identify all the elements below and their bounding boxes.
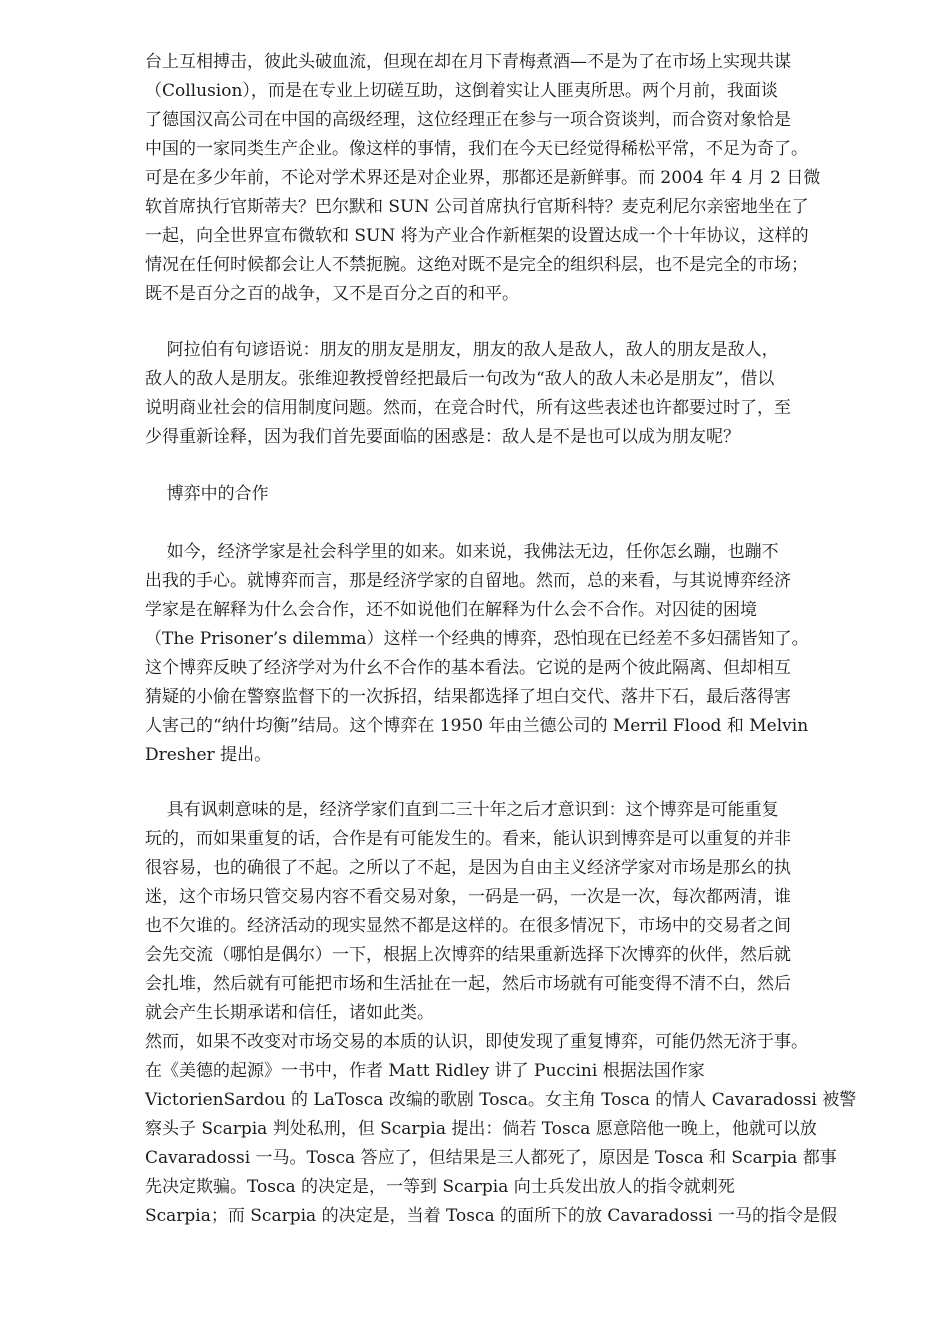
section-heading: 博弈中的合作 — [145, 484, 269, 504]
paragraph-arabic-proverb: 阿拉伯有句谚语说：朋友的朋友是朋友，朋友的敌人是敌人，敌人的朋友是敌人， 敌人的敌人是朋友。张维迎教授曾经把最后一句改为“敌人的敌人未必是朋友”，借以 说明商业社会的信用制度问题。然而，在竞合时代，所有这些表述也许都要过时了，至 少得重新诠释，因为我们首先要面临的困惑是：敌人是不是也可以成为朋友呢？ — [145, 340, 791, 447]
paragraph-repeated-game: 具有讽刺意味的是，经济学家们直到二三十年之后才意识到：这个博弈是可能重复 玩的，而如果重复的话，合作是有可能发生的。看来，能认识到博弈是可以重复的并非 很容易，也的确很了不起。之所以了不起，是因为自由主义经济学家对市场是那幺的执 迷，这个市场只管交易内容不看交易对象，一码是一码，一次是一次，每次都两清，谁 也不欠谁的。经济活动的现实显然不都是这样的。在很多情况下，市场中的交易者之间 会先交流（哪怕是偶尔）一下，根据上次博弈的结果重新选择下次博弈的伙伴，然后就 会扎堆，然后就有可能把市场和生活扯在一起，然后市场就有可能变得不清不白，然后 就会产生长期承诺和信任，诸如此类。 然而，如果不改变对市场交易的本质的认识，即使发现了重复博弈，可能仍然无济于事。 在《美德的起源》一书中，作者 Matt Ridley 讲了 Puccini 根据法国作家 VictorienSardou 的 LaTosca 改编的歌剧 Tosca。女主角 Tosca 的情人 Cavaradossi 被警 察头子 Scarpia 判处私刑，但 Scarpia 提出：倘若 Tosca 愿意陪他一晚上，他就可以放 Cavaradossi 一马。Tosca 答应了，但结果是三人都死了，原因是 Tosca 和 Scarpia 都事 先决定欺骗。Tosca 的决定是，一等到 Scarpia 向士兵发出放人的指令就刺死 Scarpia；而 Scarpia 的决定是，当着 Tosca 的面所下的放 Cavaradossi 一马的指令是假 — [145, 800, 857, 1226]
paragraph-prisoners-dilemma: 如今，经济学家是社会科学里的如来。如来说，我佛法无边，任你怎幺蹦，也蹦不 出我的手心。就博弈而言，那是经济学家的自留地。然而，总的来看，与其说博弈经济 学家是在解释为什么会合作，还不如说他们在解释为什么会不合作。对囚徒的困境 （The Prisoner’s dilemma）这样一个经典的博弈，恐怕现在已经差不多妇孺皆知了。 这个博弈反映了经济学对为什幺不合作的基本看法。它说的是两个彼此隔离、但却相互 猜疑的小偷在警察监督下的一次拆招，结果都选择了坦白交代、落井下石，最后落得害 人害己的“纳什均衡”结局。这个博弈在 1950 年由兰德公司的 Merril Flood 和 Melvin Dresher 提出。 — [145, 542, 809, 765]
paragraph-cooperation-examples: 台上互相搏击，彼此头破血流，但现在却在月下青梅煮酒—不是为了在市场上实现共谋 （Collusion），而是在专业上切磋互助，这倒着实让人匪夷所思。两个月前，我面谈 了德国汉高公司在中国的高级经理，这位经理正在参与一项合资谈判，而合资对象恰是 中国的一家同类生产企业。像这样的事情，我们在今天已经觉得稀松平常，不足为奇了。 可是在多少年前，不论对学术界还是对企业界，那都还是新鲜事。而 2004 年 4 月 2 日微 软首席执行官斯蒂夫？巴尔默和 SUN 公司首席执行官斯科特？麦克利尼尔亲密地坐在了 一起，向全世界宣布微软和 SUN 将为产业合作新框架的设置达成一个十年协议，这样的 情况在任何时候都会让人不禁扼腕。这绝对既不是完全的组织科层，也不是完全的市场； 既不是百分之百的战争，又不是百分之百的和平。 — [145, 52, 821, 304]
